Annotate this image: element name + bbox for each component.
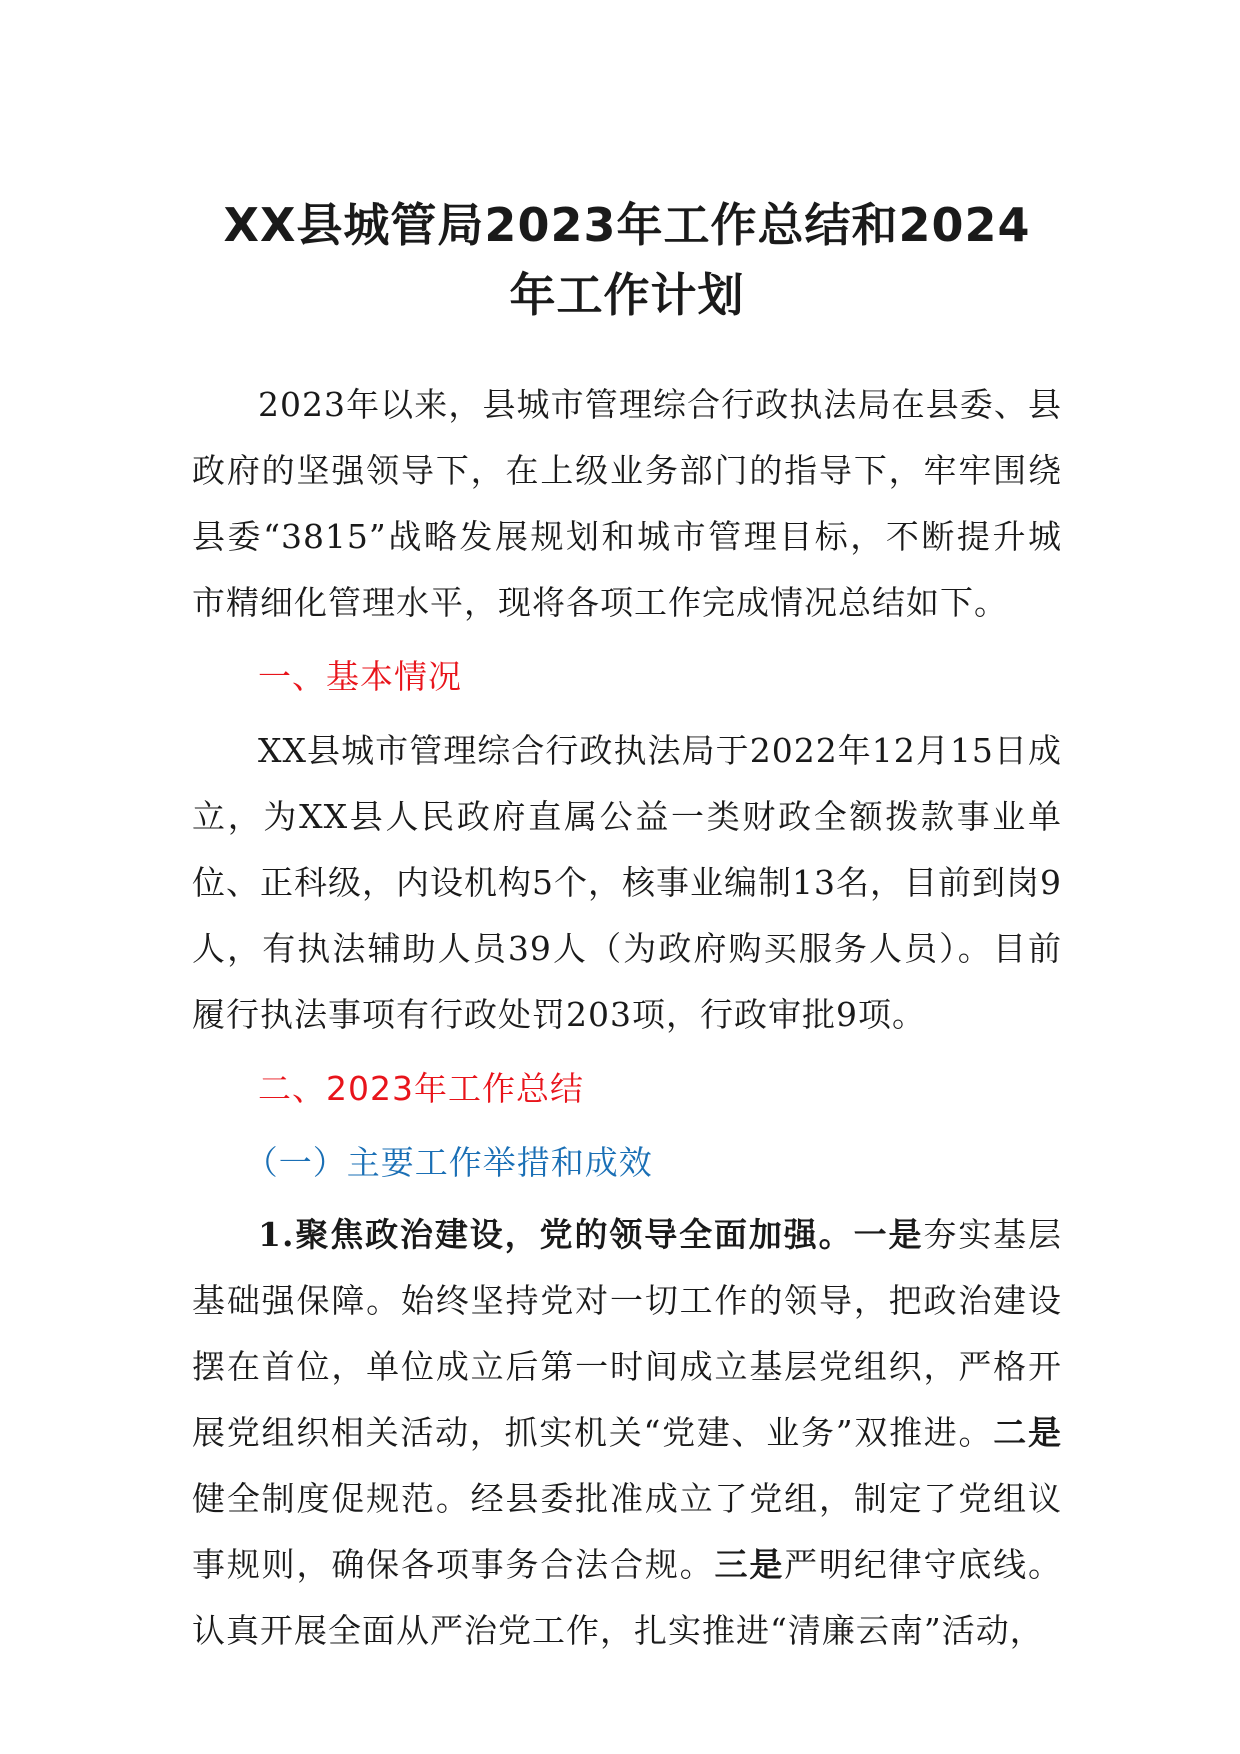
item-1-paragraph: [192, 1202, 1062, 1664]
item-1-third-marker: 三是: [714, 1545, 785, 1584]
subsection-heading-main-measures: （一）主要工作举措和成效: [244, 1143, 653, 1182]
title-line-2: 年工作计划: [509, 268, 745, 322]
title-line-1: XX县城管局2023年工作总结和2024: [223, 198, 1031, 252]
item-1-first-marker: 一是: [853, 1215, 924, 1254]
item-1-third-text: 严明纪律守底线。认真开展全面从严治党工作，扎实推进“清廉云南”活动，: [192, 1545, 1063, 1650]
item-1-second-marker: 二是: [993, 1413, 1062, 1452]
item-1-second-text: 健全制度促规范。经县委批准成立了党组，制定了党组议事规则，确保各项事务合法合规。: [192, 1479, 1062, 1584]
section-heading-work-summary: 二、2023年工作总结: [258, 1069, 584, 1108]
document-title: [192, 190, 1062, 330]
item-1-first-text: 夯实基层基础强保障。始终坚持党对一切工作的领导，把政治建设摆在首位，单位成立后第一时间成立基层党组织，严格开展党组织相关活动，抓实机关“党建、业务”双推进。: [192, 1215, 1063, 1452]
intro-paragraph: 2023年以来，县城市管理综合行政执法局在县委、县政府的坚强领导下，在上级业务部门的指导下，牢牢围绕县委“3815”战略发展规划和城市管理目标，不断提升城市精细化管理水平，现将各项工作完成情况总结如下。: [192, 385, 1062, 622]
section-heading-basic-info: 一、基本情况: [258, 657, 462, 696]
document-page: [192, 190, 1062, 1664]
item-1-lead: 1.聚焦政治建设，党的领导全面加强。: [258, 1215, 854, 1254]
basic-info-paragraph: XX县城市管理综合行政执法局于2022年12月15日成立，为XX县人民政府直属公益一类财政全额拨款事业单位、正科级，内设机构5个，核事业编制13名，目前到岗9人，有执法辅助人员39人（为政府购买服务人员）。目前履行执法事项有行政处罚203项，行政审批9项。: [192, 731, 1062, 1034]
